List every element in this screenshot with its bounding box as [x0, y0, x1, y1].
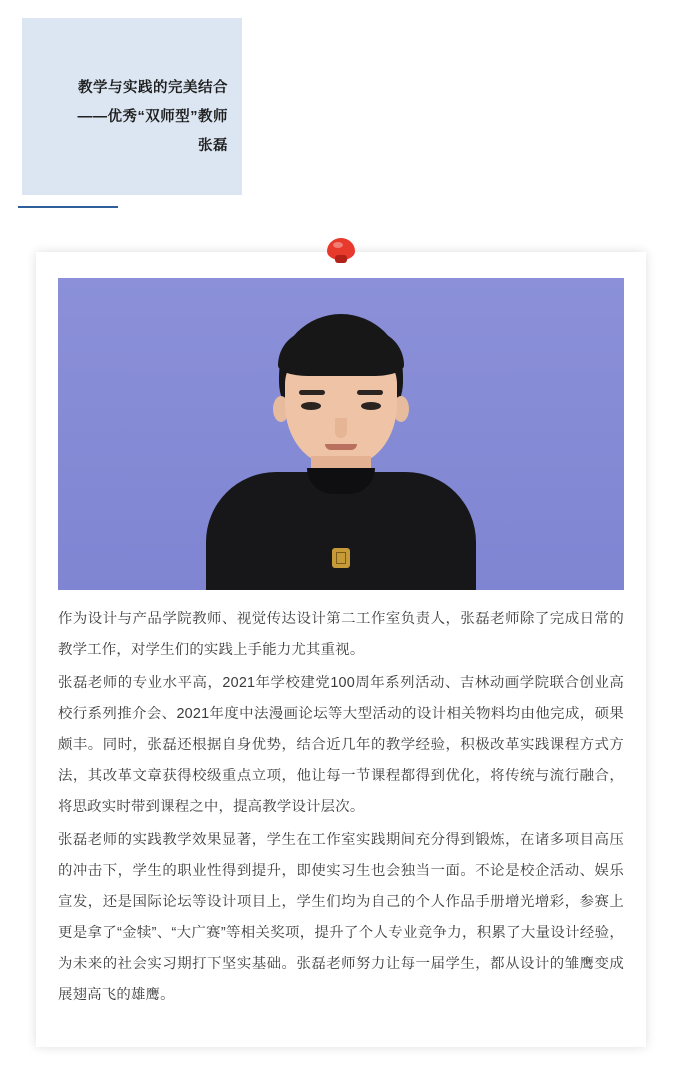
portrait-collar — [307, 468, 375, 494]
title-card — [22, 18, 242, 195]
pushpin-base — [335, 255, 347, 263]
portrait-eyebrow-left — [299, 390, 325, 395]
portrait-eye-left — [301, 402, 321, 410]
article-paragraph: 作为设计与产品学院教师、视觉传达设计第二工作室负责人，张磊老师除了完成日常的教学工作，对学生们的实践上手能力尤其重视。 — [58, 611, 624, 658]
pushpin-icon — [327, 238, 355, 266]
title-underline-rule — [18, 206, 118, 208]
portrait-mouth — [325, 444, 357, 450]
article-body — [58, 604, 624, 1011]
article-paragraph: 张磊老师的实践教学效果显著，学生在工作室实践期间充分得到锻炼，在诸多项目高压的冲击下，学生的职业性得到提升，即使实习生也会独当一面。不论是校企活动、娱乐宣发，还是国际论坛等设计项目上，学生们均为自己的个人作品手册增光增彩，参赛上更是拿了“金犊”、“大广赛”等相关奖项，提升了个人专业竞争力，积累了大量设计经验，为未来的社会实习期打下坚实基础。张磊老师努力让每一届学生，都从设计的雏鹰变成展翅高飞的雄鹰。 — [58, 832, 624, 1003]
portrait-eyebrow-right — [357, 390, 383, 395]
teacher-portrait-photo — [58, 278, 624, 590]
portrait-eye-right — [361, 402, 381, 410]
portrait-nose — [335, 418, 347, 438]
article-paragraph: 张磊老师的专业水平高，2021年学校建党100周年系列活动、吉林动画学院联合创业高校行系列推介会、2021年度中法漫画论坛等大型活动的设计相关物料均由他完成，硕果颇丰。同时，张磊还根据自身优势，结合近几年的教学经验，积极改革实践课程方式方法，其改革文章获得校级重点立项，他让每一节课程都得到优化，将传统与流行融合，将思政实时带到课程之中，提高教学设计层次。 — [58, 675, 624, 815]
author-name: 张磊 — [198, 138, 228, 154]
portrait-shirt — [206, 472, 476, 590]
portrait-fringe — [278, 330, 404, 376]
title-line-1: 教学与实践的完美结合 — [78, 80, 228, 96]
title-line-2: ——优秀“双师型”教师 — [77, 109, 228, 125]
portrait-shirt-emblem-inner — [336, 552, 346, 564]
pushpin-highlight — [333, 242, 343, 248]
header-section — [0, 0, 682, 232]
portrait-shirt-emblem — [332, 548, 350, 568]
article-card — [36, 252, 646, 1047]
